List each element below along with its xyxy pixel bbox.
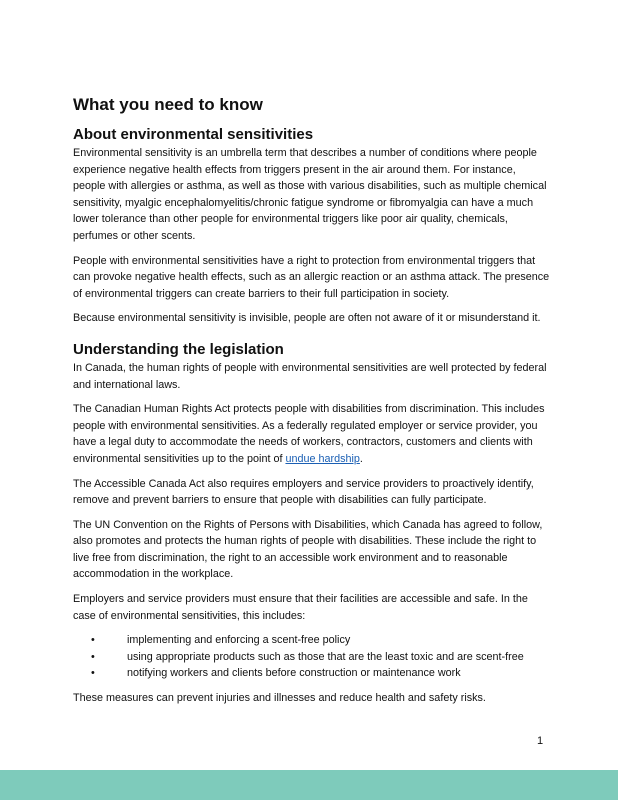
paragraph: In Canada, the human rights of people with environmental sensitivities are well protected by federal and international laws. <box>73 361 547 391</box>
paragraph: People with environmental sensitivities have a right to protection from environmental triggers that can provoke negative health effects, such as an allergic reaction or an asthma attack. The presence of environmental triggers can create barriers to their full participation in society. <box>73 254 550 300</box>
page-number: 1 <box>537 735 544 747</box>
bullet-icon: • <box>91 667 95 680</box>
list-item-text: using appropriate products such as those that are the least toxic and are scent-free <box>127 650 524 663</box>
list-item <box>73 649 551 666</box>
list-item-text: notifying workers and clients before construction or maintenance work <box>127 667 461 680</box>
section-heading-environmental-sensitivities: About environmental sensitivities <box>73 126 314 143</box>
section-heading-legislation: Understanding the legislation <box>73 340 284 358</box>
paragraph: The UN Convention on the Rights of Persons with Disabilities, which Canada has agreed to follow, also promotes and protects the human rights of people with disabilities. These include the right to live free from discrimination, the right to an accessible work environment and to reasonable accommodation in the workplace. <box>73 518 543 581</box>
paragraph-text: The Canadian Human Rights Act protects people with disabilities from discrimination. This includes people with environmental sensitivities. As a federally regulated employer or service provider, you have a legal duty to accommodate the needs of workers, contractors, customers and clients with environmental sensitivities up to the point of <box>73 403 545 465</box>
bullet-icon: • <box>91 650 95 663</box>
bullet-list <box>73 632 551 682</box>
bullet-icon: • <box>91 634 95 647</box>
footer-band <box>0 770 618 800</box>
paragraph-with-link <box>73 401 551 467</box>
list-item <box>73 665 551 682</box>
closing-paragraph: These measures can prevent injuries and illnesses and reduce health and safety risks. <box>73 692 486 705</box>
paragraph: The Accessible Canada Act also requires employers and service providers to proactively identify, remove and prevent barriers to ensure that people with disabilities can fully participate. <box>73 477 534 507</box>
page-title: What you need to know <box>73 95 263 114</box>
paragraph-period: . <box>359 452 363 465</box>
list-item-text: implementing and enforcing a scent-free policy <box>127 634 351 647</box>
list-item <box>73 632 551 649</box>
undue-hardship-link[interactable]: undue hardship <box>285 452 360 465</box>
paragraph: Environmental sensitivity is an umbrella term that describes a number of conditions where people experience negative health effects from triggers present in the air around them. For instance, people with allergies or asthma, as well as those with various disabilities, such as multiple chemical sensitivity, myalgic encephalomyelitis/chronic fatigue syndrome or fibromyalgia can have a much lower tolerance than other people for environmental triggers like poor air quality, chemicals, perfumes or other scents. <box>73 147 547 242</box>
paragraph: Because environmental sensitivity is invisible, people are often not aware of it or misunderstand it. <box>73 312 541 325</box>
paragraph: Employers and service providers must ensure that their facilities are accessible and safe. In the case of environmental sensitivities, this includes: <box>73 593 528 622</box>
document-body <box>73 93 551 715</box>
